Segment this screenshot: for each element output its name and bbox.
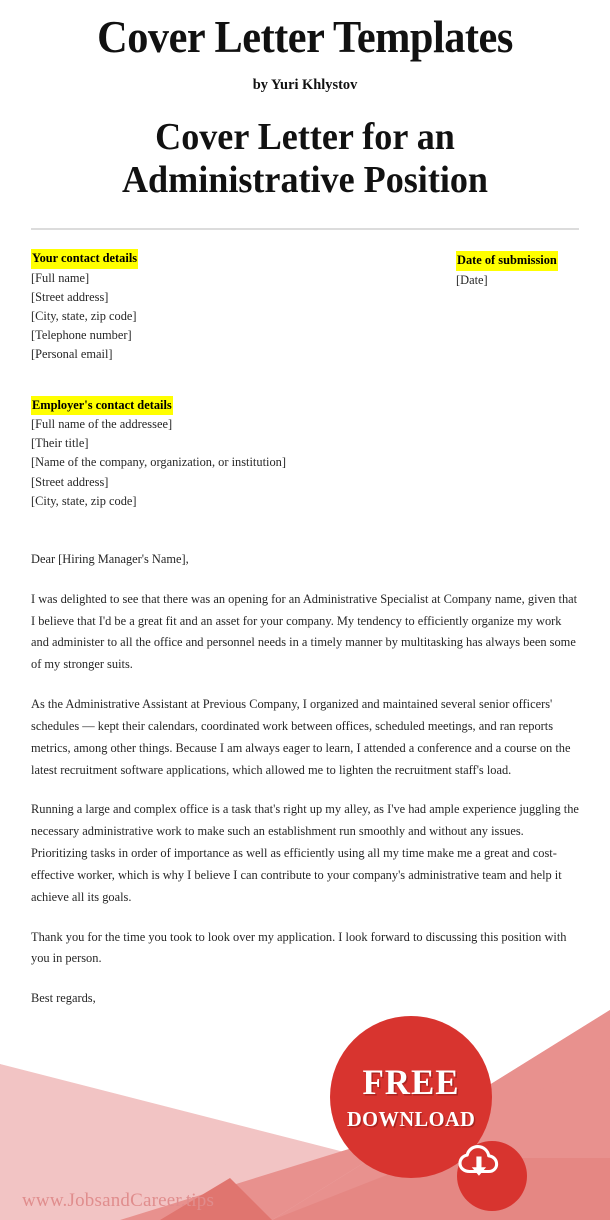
contact-line: [Telephone number] (31, 328, 132, 343)
employer-line: [Full name of the addressee] (31, 416, 173, 431)
site-url-text: www.JobsandCareer.tips (22, 1190, 215, 1211)
header-divider (31, 228, 579, 230)
contact-details-section (31, 249, 579, 511)
date-value: [Date] (456, 272, 488, 287)
free-download-banner (0, 1008, 610, 1220)
employer-contact-details-block (31, 396, 579, 511)
employer-line: [Their title] (31, 436, 89, 451)
document-header (0, 0, 610, 202)
closing-line: Best regards, (31, 991, 96, 1006)
body-paragraph-1: I was delighted to see that there was an opening for an Administrative Specialist at Company name, given that I believe that I'd be a great fit and an asset for your company. My tendency to efficiently organize my work and administer to all the office and personnel needs in a timely manner by multitasking has always been some of my stronger suits. (31, 591, 578, 672)
download-label: DOWNLOAD (346, 1107, 476, 1131)
body-paragraph-4: Thank you for the time you took to look over my application. I look forward to discussing this position with you in person. (31, 929, 567, 966)
employer-line: [Street address] (31, 474, 109, 489)
cloud-download-icon (457, 1141, 501, 1181)
contact-line: [Street address] (31, 289, 109, 304)
page-title: Cover Letter Templates (97, 12, 513, 62)
letter-body (31, 549, 579, 1050)
your-contact-details-heading: Your contact details (31, 249, 138, 268)
download-button[interactable] (457, 1141, 527, 1211)
employer-line: [Name of the company, organization, or institution] (31, 455, 286, 470)
body-paragraph-2: As the Administrative Assistant at Previous Company, I organized and maintained several senior officers' schedules — kept their calendars, coordinated work between offices, scheduled meetings, and ran reports metrics, among other things. Because I am always eager to learn, I attended a conference and a course on the latest recruitment software applications, which allowed me to lighten the recruitment staff's load. (31, 697, 571, 777)
contact-line: [Full name] (31, 270, 90, 285)
body-paragraph-3: Running a large and complex office is a task that's right up my alley, as I've had ample experience juggling the necessary administrative work to make such an establishment run smoothly and without any issues. Prioritizing tasks in order of importance as well as efficiently using all my time make me a great and cost-effective worker, which is why I believe I can contribute to your company's administrative team and help it achieve all its goals. (31, 802, 579, 904)
date-of-submission-block (456, 251, 610, 289)
employer-line: [City, state, zip code] (31, 493, 137, 508)
employer-contact-details-heading: Employer's contact details (31, 396, 173, 415)
date-of-submission-heading: Date of submission (456, 251, 558, 270)
contact-line: [Personal email] (31, 347, 113, 362)
document-subtitle: Cover Letter for an Administrative Position (121, 115, 489, 201)
salutation: Dear [Hiring Manager's Name], (31, 551, 189, 566)
contact-line: [City, state, zip code] (31, 308, 137, 323)
free-label: FREE (362, 1062, 460, 1102)
author-byline: by Yuri Khlystov (252, 76, 358, 93)
